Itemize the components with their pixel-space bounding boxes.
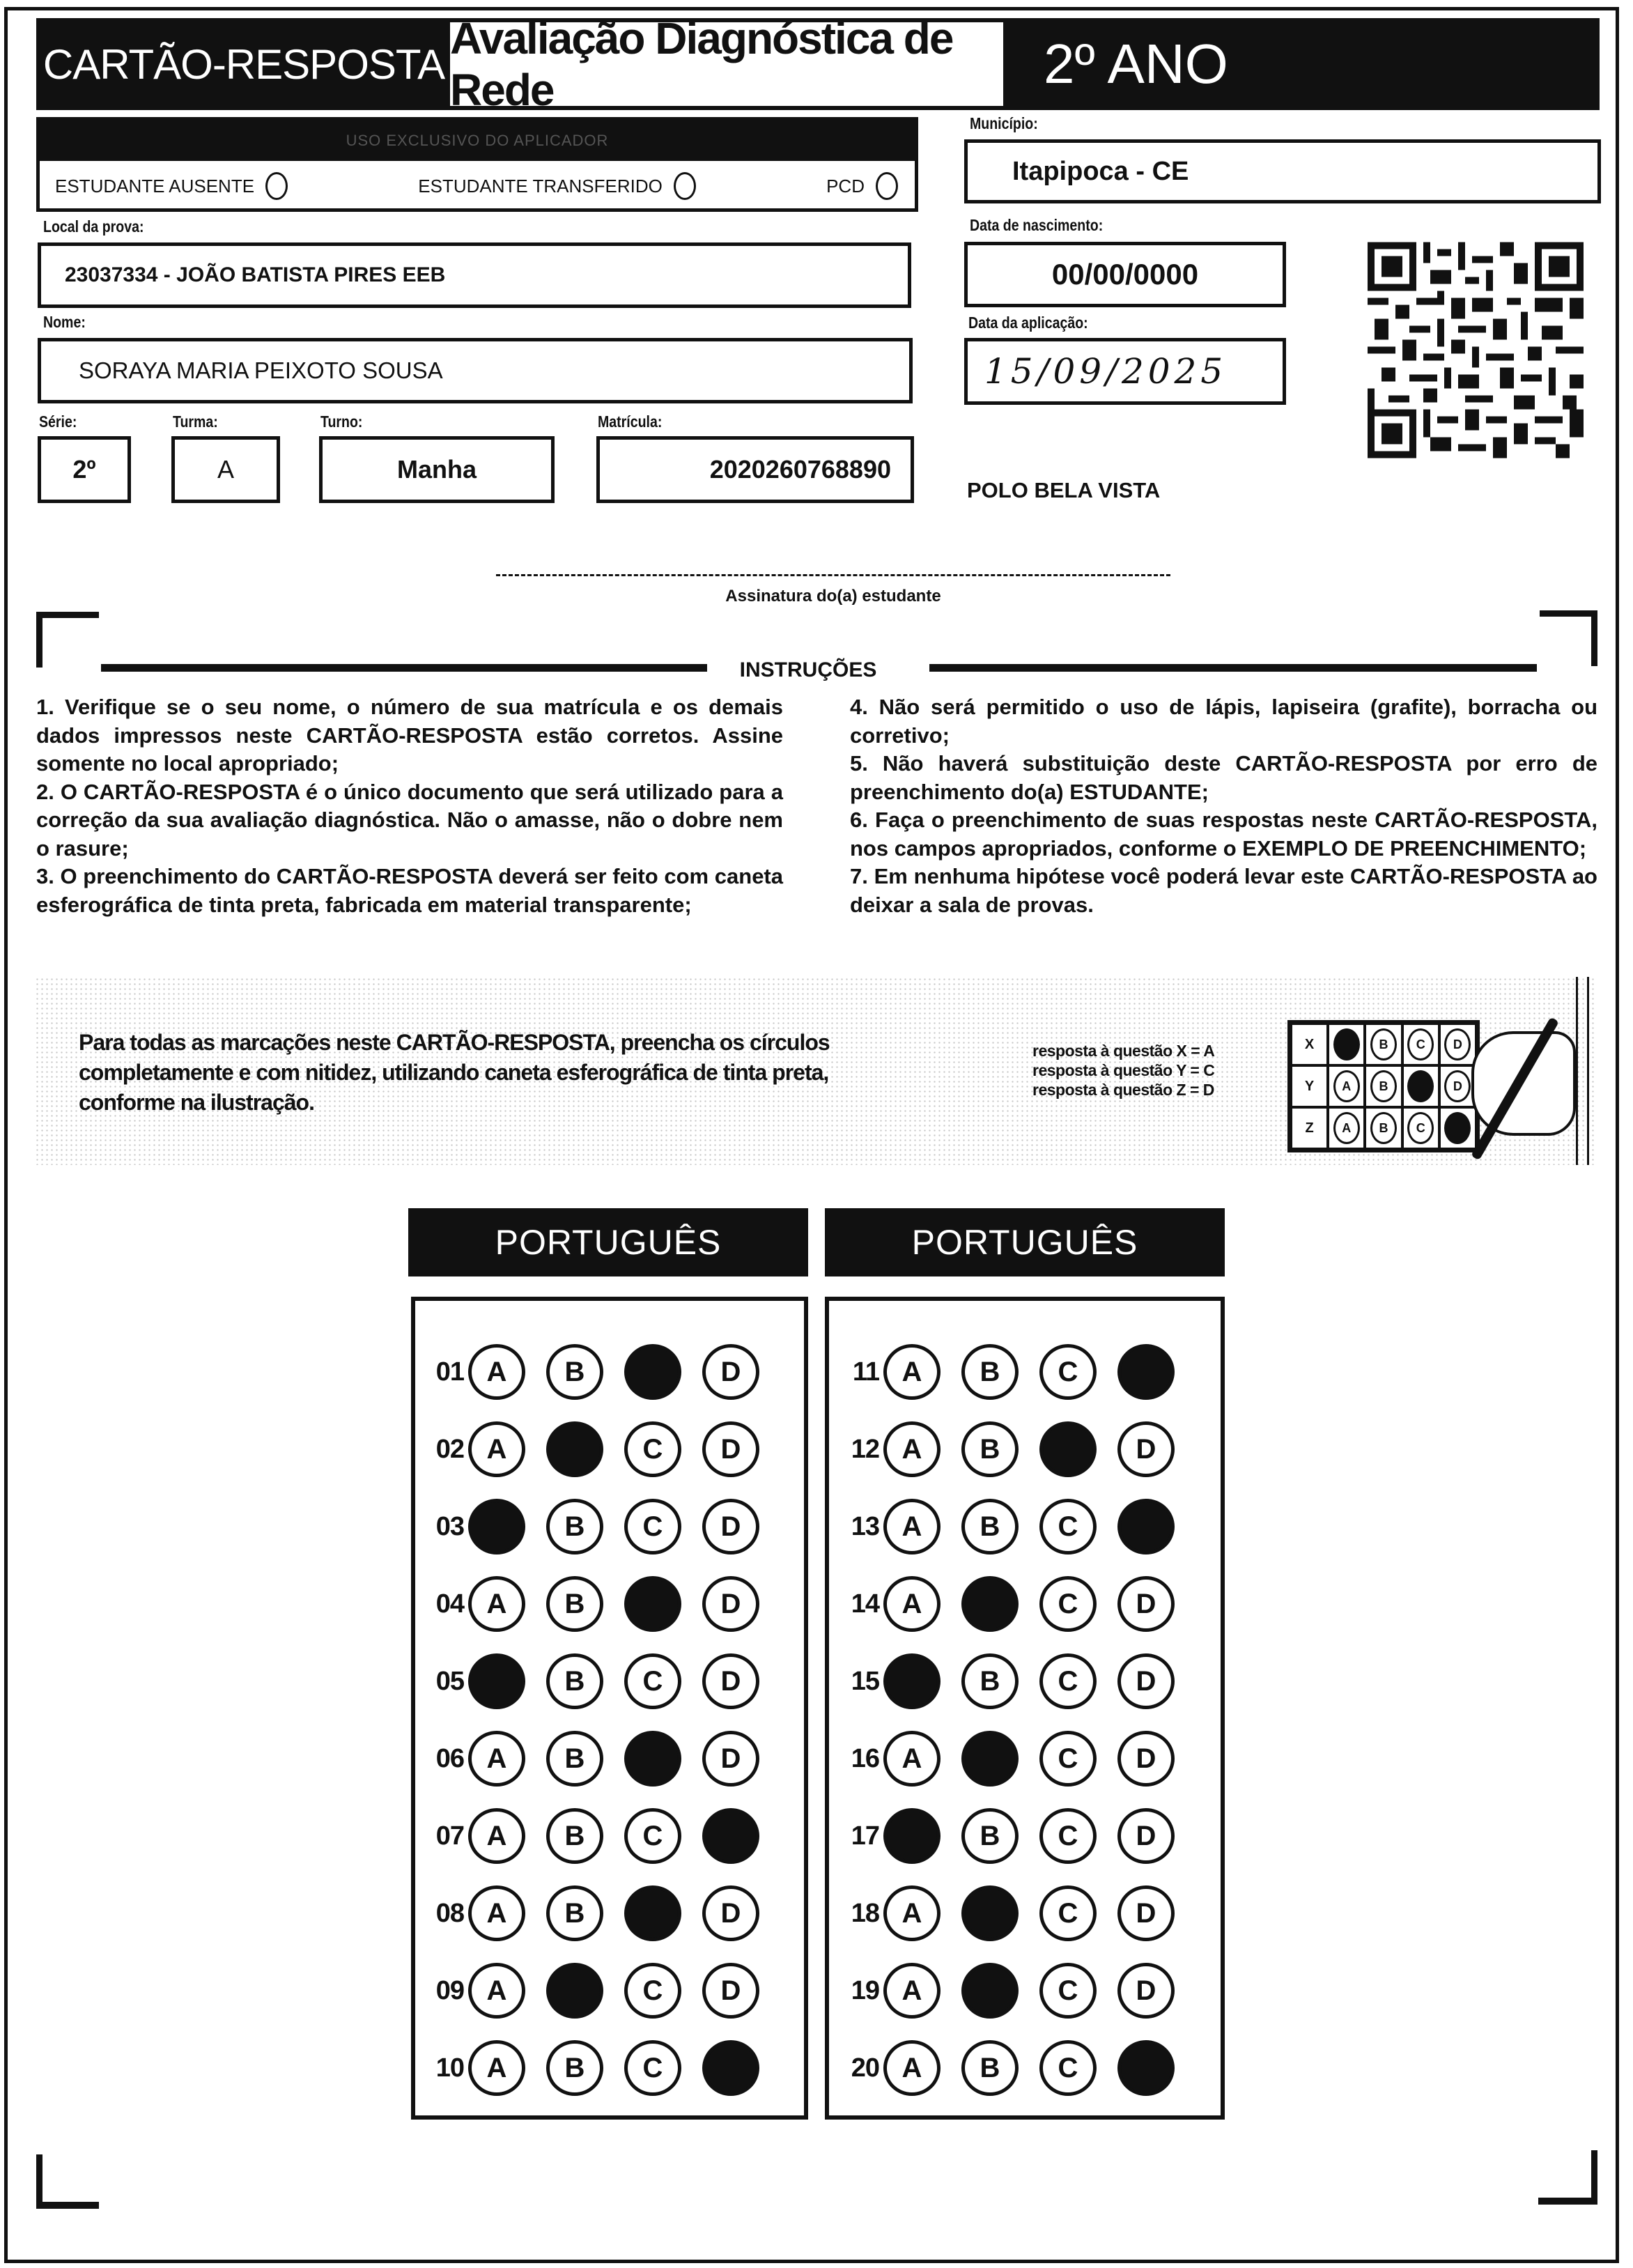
- question-number: 17: [851, 1821, 879, 1851]
- polo-label: POLO BELA VISTA: [967, 478, 1161, 502]
- instructions-left-column: [36, 693, 783, 919]
- question-number: 16: [851, 1743, 879, 1773]
- question-number: 14: [851, 1589, 879, 1619]
- answer-bubble-a[interactable]: A: [468, 1885, 525, 1941]
- question-number: 10: [435, 2053, 464, 2083]
- answer-bubble-b[interactable]: B: [546, 1885, 603, 1941]
- question-row: [421, 1653, 780, 1709]
- question-row: [421, 2040, 780, 2096]
- answer-bubble-d[interactable]: [1117, 2040, 1175, 2096]
- turma-field[interactable]: [171, 436, 280, 503]
- question-row: [421, 1731, 780, 1787]
- answer-bubble-c[interactable]: C: [1039, 1731, 1097, 1787]
- instruction-item: 3. O preenchimento do CARTÃO-RESPOSTA deverá ser feito com caneta esferográfica de tinta preta, fabricada em material transparente;: [36, 864, 783, 917]
- hand-illustration-icon: [1471, 1031, 1576, 1136]
- instruction-item: 2. O CARTÃO-RESPOSTA é o único documento que será utilizado para a correção da sua avaliação diagnóstica. Não o amasse, não o dobre nem o rasure;: [36, 779, 783, 861]
- turno-value: Manha: [396, 455, 477, 484]
- instructions-rule-right: [929, 664, 1537, 672]
- example-cell: [1402, 1024, 1439, 1065]
- answer-bubble-b[interactable]: [961, 1731, 1019, 1787]
- grade-label: 2º ANO: [1007, 18, 1600, 110]
- transferred-radio[interactable]: [674, 172, 696, 200]
- example-rule: [1587, 977, 1589, 1165]
- option-transferred[interactable]: [418, 172, 696, 200]
- answer-bubble-a[interactable]: A: [468, 1963, 525, 2019]
- answer-bubble-d[interactable]: D: [702, 1885, 759, 1941]
- option-absent-label: ESTUDANTE AUSENTE: [55, 175, 255, 196]
- answer-bubble-a[interactable]: [468, 1499, 525, 1555]
- example-bubble-b: B: [1370, 1028, 1397, 1060]
- example-cell: [1365, 1024, 1402, 1065]
- signature-line[interactable]: [496, 574, 1170, 576]
- example-question-label: X: [1291, 1024, 1328, 1065]
- corner-mark-tl: [36, 612, 42, 668]
- answer-bubble-d[interactable]: D: [702, 1499, 759, 1555]
- matricula-value: 2020260768890: [709, 455, 891, 484]
- question-number: 20: [851, 2053, 879, 2083]
- answer-bubble-c[interactable]: C: [1039, 1653, 1097, 1709]
- nome-field[interactable]: [38, 338, 913, 403]
- option-transferred-label: ESTUDANTE TRANSFERIDO: [418, 175, 663, 196]
- answer-bubble-d[interactable]: D: [1117, 1653, 1175, 1709]
- answer-bubble-d[interactable]: D: [1117, 1885, 1175, 1941]
- question-number: 19: [851, 1975, 879, 2005]
- exam-title: Avaliação Diagnóstica de Rede: [450, 18, 1007, 110]
- answer-bubble-c[interactable]: C: [1039, 1344, 1097, 1400]
- answer-bubble-d[interactable]: [702, 2040, 759, 2096]
- aplicacao-field[interactable]: [964, 338, 1286, 405]
- answer-bubble-a[interactable]: A: [883, 1731, 941, 1787]
- answer-bubble-a[interactable]: A: [468, 1731, 525, 1787]
- question-row: [421, 1963, 780, 2019]
- answer-bubble-c[interactable]: C: [624, 1499, 681, 1555]
- applicator-panel: [36, 117, 918, 212]
- corner-mark-tl-h: [36, 612, 99, 618]
- subject-header-2: PORTUGUÊS: [825, 1208, 1225, 1276]
- nascimento-value: 00/00/0000: [1051, 258, 1199, 291]
- corner-mark-br: [1591, 2150, 1597, 2205]
- answer-bubble-c[interactable]: [624, 1344, 681, 1400]
- corner-mark-tr-h: [1540, 610, 1597, 617]
- instruction-item: 5. Não haverá substituição deste CARTÃO-RESPOSTA por erro de preenchimento do(a) ESTUDANTE;: [850, 751, 1597, 804]
- instruction-item: 4. Não será permitido o uso de lápis, lapiseira (grafite), borracha ou corretivo;: [850, 695, 1597, 748]
- question-row: [421, 1499, 780, 1555]
- question-number: 01: [435, 1357, 464, 1387]
- example-bubble-d: D: [1444, 1028, 1471, 1060]
- nascimento-label: Data de nascimento:: [970, 216, 1104, 234]
- fill-example-grid: [1287, 1020, 1480, 1152]
- matricula-field[interactable]: [596, 436, 914, 503]
- example-cell: [1439, 1107, 1476, 1149]
- matricula-label: Matrícula:: [598, 412, 663, 431]
- answer-grid-2: [825, 1297, 1225, 2120]
- question-row: [836, 1808, 1195, 1864]
- instructions-title: INSTRUÇÕES: [739, 658, 877, 681]
- instructions-right-column: [850, 693, 1597, 919]
- answer-bubble-c[interactable]: [624, 1731, 681, 1787]
- example-question-label: Z: [1291, 1107, 1328, 1149]
- example-cell: [1328, 1024, 1365, 1065]
- instruction-item: 1. Verifique se o seu nome, o número de sua matrícula e os demais dados impressos neste CARTÃO-RESPOSTA estão corretos. Assine somente no local apropriado;: [36, 695, 783, 776]
- answer-bubble-d[interactable]: D: [702, 1344, 759, 1400]
- turma-label: Turma:: [173, 412, 218, 431]
- example-question-label: Y: [1291, 1065, 1328, 1107]
- example-cell: [1365, 1065, 1402, 1107]
- question-number: 07: [435, 1821, 464, 1851]
- answer-bubble-b[interactable]: [961, 1885, 1019, 1941]
- serie-label: Série:: [39, 412, 77, 431]
- answer-bubble-b[interactable]: B: [961, 1653, 1019, 1709]
- answer-bubble-a[interactable]: A: [468, 2040, 525, 2096]
- serie-field[interactable]: [38, 436, 131, 503]
- answer-bubble-c[interactable]: C: [1039, 1885, 1097, 1941]
- municipio-value: Itapipoca - CE: [1012, 156, 1189, 186]
- answer-bubble-b[interactable]: B: [961, 1808, 1019, 1864]
- answer-bubble-c[interactable]: C: [1039, 1963, 1097, 2019]
- example-bubble-b: B: [1370, 1112, 1397, 1144]
- answer-bubble-b[interactable]: B: [546, 1344, 603, 1400]
- answer-bubble-d[interactable]: D: [1117, 1731, 1175, 1787]
- question-row: [836, 1576, 1195, 1632]
- question-row: [836, 1885, 1195, 1941]
- example-cell: [1328, 1107, 1365, 1149]
- answer-bubble-d[interactable]: D: [702, 1576, 759, 1632]
- answer-bubble-b[interactable]: B: [546, 1576, 603, 1632]
- example-bubble-c: [1407, 1070, 1434, 1102]
- answer-bubble-a[interactable]: A: [883, 1963, 941, 2019]
- question-row: [836, 1499, 1195, 1555]
- corner-mark-bl-h: [36, 2202, 99, 2209]
- corner-mark-bl: [36, 2154, 42, 2209]
- option-absent[interactable]: [55, 172, 288, 200]
- answer-bubble-d[interactable]: D: [702, 1731, 759, 1787]
- applicator-heading: USO EXCLUSIVO DO APLICADOR: [40, 121, 915, 161]
- question-row: [836, 2040, 1195, 2096]
- answer-bubble-b[interactable]: B: [546, 1499, 603, 1555]
- answer-bubble-b[interactable]: B: [546, 1731, 603, 1787]
- example-cell: [1365, 1107, 1402, 1149]
- question-number: 12: [851, 1434, 879, 1464]
- absent-radio[interactable]: [265, 172, 288, 200]
- answer-bubble-b[interactable]: B: [961, 2040, 1019, 2096]
- subject-header-1: PORTUGUÊS: [408, 1208, 808, 1276]
- example-rule: [1576, 977, 1578, 1165]
- instructions-rule-left: [101, 664, 707, 672]
- example-key-line: resposta à questão Y = C: [1032, 1061, 1215, 1079]
- answer-bubble-d[interactable]: [702, 1808, 759, 1864]
- aplicacao-value: 15/09/2025: [984, 351, 1228, 392]
- question-number: 02: [435, 1434, 464, 1464]
- question-number: 04: [435, 1589, 464, 1619]
- example-bubble-d: D: [1444, 1070, 1471, 1102]
- pcd-radio[interactable]: [876, 172, 898, 200]
- answer-bubble-b[interactable]: B: [961, 1344, 1019, 1400]
- example-cell: [1328, 1065, 1365, 1107]
- signature-label: Assinatura do(a) estudante: [725, 587, 941, 605]
- example-bubble-a: [1333, 1028, 1360, 1060]
- question-number: 15: [851, 1666, 879, 1696]
- question-number: 11: [852, 1357, 879, 1387]
- question-number: 09: [435, 1975, 464, 2005]
- fill-example-text: Para todas as marcações neste CARTÃO-RESPOSTA, preencha os círculos completamente e com nitidez, utilizando caneta esferográfica de tinta preta, conforme na ilustração.: [79, 1030, 830, 1115]
- answer-bubble-c[interactable]: C: [624, 1421, 681, 1477]
- example-key-line: resposta à questão Z = D: [1032, 1081, 1214, 1099]
- answer-bubble-a[interactable]: [883, 1808, 941, 1864]
- question-number: 03: [435, 1511, 464, 1541]
- example-bubble-c: C: [1407, 1028, 1434, 1060]
- answer-bubble-b[interactable]: B: [961, 1499, 1019, 1555]
- aplicacao-label: Data da aplicação:: [968, 314, 1088, 332]
- fill-example-key: [1032, 1041, 1214, 1100]
- example-cell: [1402, 1107, 1439, 1149]
- question-row: [836, 1731, 1195, 1787]
- example-key-line: resposta à questão X = A: [1032, 1042, 1215, 1060]
- fill-example-panel: [35, 977, 1595, 1165]
- question-row: [836, 1653, 1195, 1709]
- question-row: [421, 1344, 780, 1400]
- answer-bubble-a[interactable]: A: [883, 1576, 941, 1632]
- answer-bubble-b[interactable]: B: [546, 2040, 603, 2096]
- serie-value: 2º: [72, 455, 96, 484]
- municipio-field[interactable]: [964, 139, 1601, 203]
- answer-bubble-c[interactable]: C: [1039, 1576, 1097, 1632]
- answer-bubble-d[interactable]: [1117, 1344, 1175, 1400]
- local-label: Local da prova:: [43, 217, 144, 236]
- answer-bubble-c[interactable]: C: [624, 2040, 681, 2096]
- instruction-item: 7. Em nenhuma hipótese você poderá levar este CARTÃO-RESPOSTA ao deixar a sala de provas.: [850, 864, 1597, 917]
- example-bubble-a: A: [1333, 1112, 1360, 1144]
- corner-mark-tr: [1591, 610, 1597, 666]
- answer-bubble-a[interactable]: A: [468, 1421, 525, 1477]
- answer-bubble-c[interactable]: C: [624, 1963, 681, 2019]
- card-title: CARTÃO-RESPOSTA: [36, 18, 451, 110]
- answer-bubble-d[interactable]: [1117, 1499, 1175, 1555]
- answer-bubble-a[interactable]: A: [468, 1808, 525, 1864]
- question-number: 18: [851, 1898, 879, 1928]
- answer-bubble-c[interactable]: C: [624, 1653, 681, 1709]
- nome-value: SORAYA MARIA PEIXOTO SOUSA: [79, 357, 443, 383]
- municipio-label: Município:: [970, 114, 1038, 132]
- example-bubble-c: C: [1407, 1112, 1434, 1144]
- question-row: [421, 1421, 780, 1477]
- answer-bubble-c[interactable]: C: [1039, 2040, 1097, 2096]
- question-row: [836, 1344, 1195, 1400]
- answer-bubble-a[interactable]: A: [468, 1344, 525, 1400]
- answer-bubble-a[interactable]: A: [883, 1344, 941, 1400]
- answer-bubble-c[interactable]: [624, 1885, 681, 1941]
- example-cell: [1402, 1065, 1439, 1107]
- answer-bubble-a[interactable]: A: [468, 1576, 525, 1632]
- answer-bubble-d[interactable]: D: [1117, 1421, 1175, 1477]
- answer-grid-1: [411, 1297, 808, 2120]
- example-cell: [1439, 1024, 1476, 1065]
- qr-code-icon: [1368, 240, 1584, 460]
- answer-bubble-a[interactable]: A: [883, 1421, 941, 1477]
- example-bubble-d: [1444, 1112, 1471, 1144]
- question-row: [421, 1885, 780, 1941]
- answer-bubble-b[interactable]: B: [546, 1653, 603, 1709]
- question-row: [421, 1808, 780, 1864]
- answer-bubble-c[interactable]: C: [1039, 1808, 1097, 1864]
- answer-bubble-b[interactable]: B: [546, 1808, 603, 1864]
- answer-bubble-a[interactable]: A: [883, 1885, 941, 1941]
- answer-bubble-b[interactable]: [546, 1421, 603, 1477]
- corner-mark-br-h: [1538, 2198, 1597, 2205]
- local-value: 23037334 - JOÃO BATISTA PIRES EEB: [65, 263, 446, 286]
- question-number: 06: [435, 1743, 464, 1773]
- answer-bubble-c[interactable]: C: [624, 1808, 681, 1864]
- instruction-item: 6. Faça o preenchimento de suas respostas neste CARTÃO-RESPOSTA, nos campos apropriados, conforme o EXEMPLO DE PREENCHIMENTO;: [850, 808, 1597, 861]
- question-number: 08: [435, 1898, 464, 1928]
- option-pcd-label: PCD: [826, 175, 865, 196]
- answer-bubble-d[interactable]: D: [1117, 1808, 1175, 1864]
- question-number: 05: [435, 1666, 464, 1696]
- option-pcd[interactable]: [826, 172, 898, 200]
- answer-bubble-d[interactable]: D: [702, 1653, 759, 1709]
- turma-value: A: [217, 455, 234, 484]
- answer-bubble-b[interactable]: B: [961, 1421, 1019, 1477]
- answer-bubble-c[interactable]: [624, 1576, 681, 1632]
- answer-bubble-b[interactable]: [546, 1963, 603, 2019]
- answer-bubble-a[interactable]: A: [883, 1499, 941, 1555]
- turno-field[interactable]: [319, 436, 555, 503]
- example-bubble-b: B: [1370, 1070, 1397, 1102]
- answer-bubble-d[interactable]: D: [702, 1963, 759, 2019]
- answer-bubble-d[interactable]: D: [702, 1421, 759, 1477]
- answer-bubble-c[interactable]: [1039, 1421, 1097, 1477]
- nome-label: Nome:: [43, 313, 86, 331]
- turno-label: Turno:: [320, 412, 363, 431]
- question-row: [836, 1421, 1195, 1477]
- question-row: [836, 1963, 1195, 2019]
- local-field[interactable]: [38, 242, 911, 308]
- answer-bubble-a[interactable]: A: [883, 2040, 941, 2096]
- answer-bubble-b[interactable]: [961, 1963, 1019, 2019]
- answer-bubble-b[interactable]: [961, 1576, 1019, 1632]
- answer-bubble-c[interactable]: C: [1039, 1499, 1097, 1555]
- question-number: 13: [851, 1511, 879, 1541]
- question-row: [421, 1576, 780, 1632]
- nascimento-field[interactable]: [964, 242, 1286, 307]
- answer-bubble-a[interactable]: [883, 1653, 941, 1709]
- answer-bubble-a[interactable]: [468, 1653, 525, 1709]
- answer-bubble-d[interactable]: D: [1117, 1963, 1175, 2019]
- answer-bubble-d[interactable]: D: [1117, 1576, 1175, 1632]
- example-bubble-a: A: [1333, 1070, 1360, 1102]
